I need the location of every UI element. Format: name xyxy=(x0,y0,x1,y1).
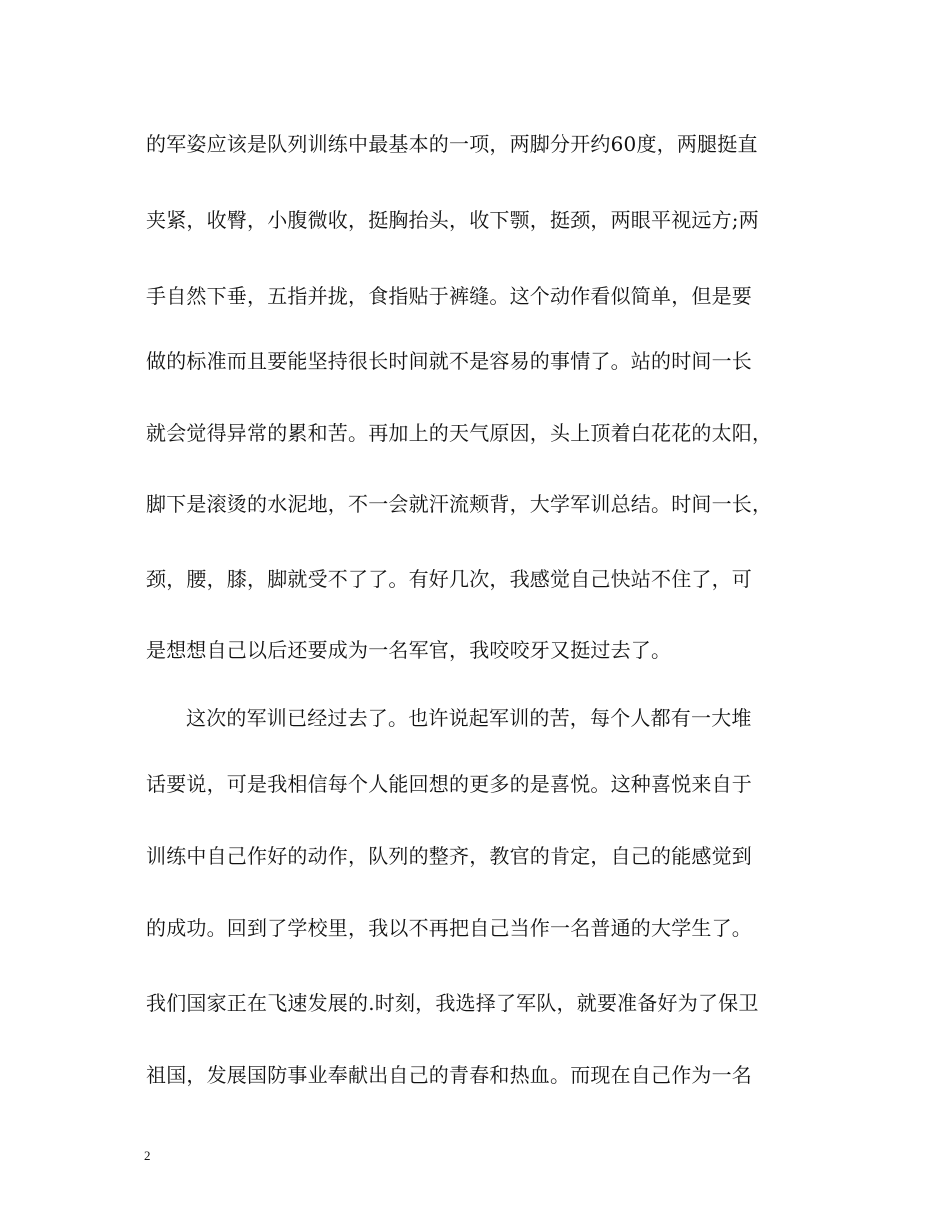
text-line: 就会觉得异常的累和苦。再加上的天气原因，头上顶着白花花的太阳， xyxy=(146,421,773,445)
paragraph-first-line: 这次的军训已经过去了。也许说起军训的苦，每个人都有一大堆 xyxy=(186,706,752,730)
text-line: 手自然下垂，五指并拢，食指贴于裤缝。这个动作看似简单，但是要 xyxy=(146,284,752,308)
text-line: 的成功。回到了学校里，我以不再把自己当作一名普通的大学生了。 xyxy=(146,916,752,940)
page-number: 2 xyxy=(144,1148,151,1163)
text-line: 我们国家正在飞速发展的.时刻，我选择了军队，就要准备好为了保卫 xyxy=(146,991,759,1015)
text-line: 祖国，发展国防事业奉献出自己的青春和热血。而现在自己作为一名 xyxy=(146,1063,752,1087)
text-line: 训练中自己作好的动作，队列的整齐，教官的肯定，自己的能感觉到 xyxy=(146,844,752,868)
text-line: 颈，腰，膝，脚就受不了了。有好几次，我感觉自己快站不住了，可 xyxy=(146,567,752,591)
text-line: 话要说，可是我相信每个人能回想的更多的是喜悦。这种喜悦来自于 xyxy=(146,772,752,796)
text-line: 是想想自己以后还要成为一名军官，我咬咬牙又挺过去了。 xyxy=(146,638,672,662)
text-line: 夹紧，收臀，小腹微收，挺胸抬头，收下颚，挺颈，两眼平视远方;两 xyxy=(146,208,759,232)
text-line: 做的标准而且要能坚持很长时间就不是容易的事情了。站的时间一长 xyxy=(146,349,752,373)
text-line: 脚下是滚烫的水泥地，不一会就汗流颊背，大学军训总结。时间一长， xyxy=(146,492,773,516)
text-line: 的军姿应该是队列训练中最基本的一项，两脚分开约60度，两腿挺直 xyxy=(146,132,758,156)
